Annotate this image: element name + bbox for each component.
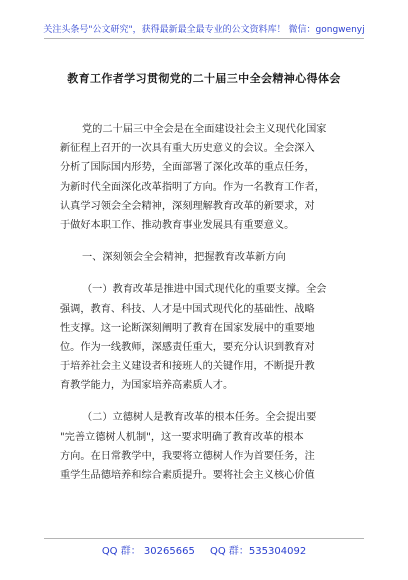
text-line: 新征程上召开的一次具有重大历史意义的会议。全会深入 <box>60 143 315 155</box>
text-line: （二）立德树人是教育改革的根本任务。全会提出要 <box>82 412 317 424</box>
text-line: 认真学习领会全会精神，深刻理解教育改革的新要求，对 <box>60 200 315 212</box>
text-line: 性支撑。这一论断深刻阐明了教育在国家发展中的重要地 <box>60 322 315 334</box>
footer-divider <box>44 538 364 539</box>
text-line: 重学生品德培养和综合素质提升。要将社会主义核心价值 <box>60 470 315 481</box>
text-line: 为新时代全面深化改革指明了方向。作为一名教育工作者， <box>60 181 325 193</box>
text-line: 于培养社会主义建设者和接班人的关键作用，不断提升教 <box>60 361 315 373</box>
document-title: 教育工作者学习贯彻党的二十届三中全会精神心得体会 <box>67 72 341 85</box>
document-body <box>60 120 350 498</box>
paragraph-subsection-2 <box>60 408 350 485</box>
text-line: 分析了国际国内形势，全面部署了深化改革的重点任务， <box>60 162 315 174</box>
footer-qq-group-1: QQ 群： 30265665 <box>101 546 195 557</box>
footer-contact <box>0 542 408 557</box>
section-heading-text: 一、深刻领会全会精神，把握教育改革新方向 <box>82 252 286 264</box>
paragraph-intro <box>60 120 350 235</box>
paragraph-subsection-1 <box>60 280 350 395</box>
text-line: "完善立德树人机制"，这一要求明确了教育改革的根本 <box>60 431 304 443</box>
text-line: 强调，教育、科技、人才是中国式现代化的基础性、战略 <box>60 303 315 315</box>
footer-qq-group-2: QQ 群：535304092 <box>210 546 307 557</box>
text-line: （一）教育改革是推进中国式现代化的重要支撑。全会 <box>82 284 327 296</box>
text-line: 位。作为一线教师，深感责任重大，要充分认识到教育对 <box>60 341 315 353</box>
text-line: 方向。在日常教学中，我要将立德树人作为首要任务，注 <box>60 450 315 462</box>
section-heading <box>60 248 350 267</box>
header-promo-text: 关注头条号"公文研究"，获得最新最全最专业的公文资料库！ 微信：gongwenyj <box>43 25 365 35</box>
text-line: 育教学能力，为国家培养高素质人才。 <box>60 380 234 392</box>
header-divider <box>44 38 364 39</box>
text-line: 党的二十届三中全会是在全面建设社会主义现代化国家 <box>82 124 327 135</box>
text-line: 于做好本职工作、推动教育事业发展具有重要意义。 <box>60 219 295 231</box>
